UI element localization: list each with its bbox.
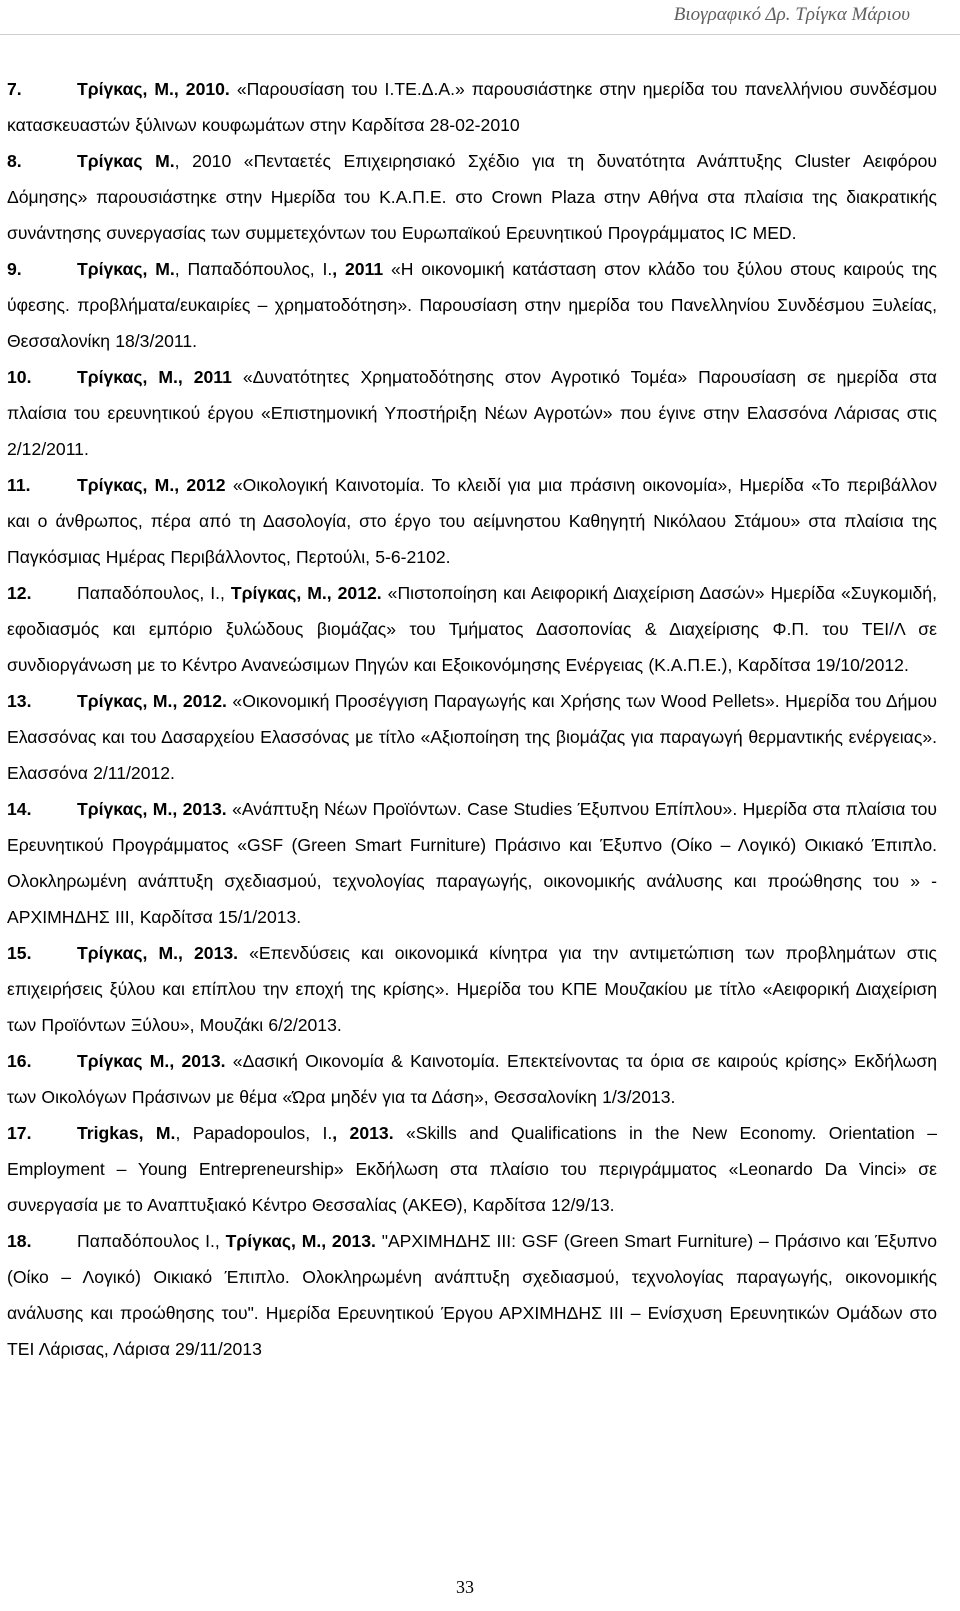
item-text: «Ανάπτυξη Νέων Προϊόντων. Case Studies Έξυπνου Επίπλου». Ημερίδα στα πλαίσια του Ερευνητικού Προγράμματος «GSF (Green Smart Furniture) Πράσινο και Έξυπνο (Οίκο – Λογικό) Οικιακό Έπιπλο. Ολοκληρωμένη ανάπτυξη σχεδιασμού, τεχνολογίας παραγωγής, οικονομικής ανάλυσης και προώθησης του » - ΑΡΧΙΜΗΔΗΣ ΙΙΙ, Καρδίτσα 15/1/2013.: [7, 799, 937, 927]
list-item: [7, 935, 937, 1043]
item-author: Τρίγκας, Μ., 2012.: [230, 583, 382, 603]
list-item: [7, 791, 937, 935]
item-coauthors: , Papadopoulos, I.: [175, 1123, 333, 1143]
item-coauthors: Παπαδόπουλος, Ι.,: [77, 583, 231, 603]
list-item: [7, 143, 937, 251]
item-author: Τρίγκας, Μ.: [77, 475, 175, 495]
item-number: 13.: [7, 691, 32, 711]
item-author: Τρίγκας Μ.: [77, 151, 175, 171]
item-author: Τρίγκας, Μ., 2012.: [77, 691, 227, 711]
list-item: [7, 1223, 937, 1367]
item-number: 18.: [7, 1231, 32, 1251]
item-year: , 2013.: [332, 1123, 394, 1143]
item-text: , 2010 «Πενταετές Επιχειρησιακό Σχέδιο για τη δυνατότητα Ανάπτυξης Cluster Αειφόρου Δόμησης» παρουσιάστηκε στην Ημερίδα του Κ.Α.Π.Ε. στο Crown Plaza στην Αθήνα στα πλαίσια της διακρατικής συνάντησης συνεργασίας των συμμετεχόντων του Ευρωπαϊκού Ερευνητικού Προγράμματος IC MED.: [7, 151, 937, 243]
list-item: [7, 683, 937, 791]
item-number: 7.: [7, 79, 22, 99]
item-year: , 2012: [174, 475, 226, 495]
item-number: 10.: [7, 367, 32, 387]
header-divider: [0, 34, 960, 35]
item-text: «Παρουσίαση του Ι.ΤΕ.Δ.Α.» παρουσιάστηκε στην ημερίδα του πανελλήνιου συνδέσμου κατασκευαστών ξύλινων κουφωμάτων στην Καρδίτσα 28-02-2010: [7, 79, 937, 135]
item-author: Τρίγκας, Μ., 2013.: [225, 1231, 376, 1251]
list-item: [7, 1043, 937, 1115]
item-author: Τρίγκας, Μ., 2013.: [77, 943, 239, 963]
item-number: 8.: [7, 151, 22, 171]
item-text: «Δασική Οικονομία & Καινοτομία. Επεκτείνοντας τα όρια σε καιρούς κρίσης» Εκδήλωση των Οικολόγων Πράσινων με θέμα «Ώρα μηδέν για τα Δάση», Θεσσαλονίκη 1/3/2013.: [7, 1051, 937, 1107]
list-item: [7, 251, 937, 359]
item-number: 9.: [7, 259, 22, 279]
item-year: , 2011: [332, 259, 384, 279]
item-number: 11.: [7, 475, 31, 495]
item-number: 12.: [7, 583, 32, 603]
item-author: Trigkas, M.: [77, 1123, 176, 1143]
list-item: [7, 359, 937, 467]
item-author: Τρίγκας, Μ.: [77, 367, 178, 387]
item-author: Τρίγκας, Μ., 2013.: [77, 799, 227, 819]
item-text: «Skills and Qualifications in the New Economy. Orientation – Employment – Young Entrepreneurship» Εκδήλωση στα πλαίσιο του περιγράμματος «Leonardo Da Vinci» σε συνεργασία με το Αναπτυξιακό Κέντρο Θεσσαλίας (ΑΚΕΘ), Καρδίτσα 12/9/13.: [7, 1123, 938, 1215]
list-item: [7, 1115, 937, 1223]
item-text: «Δυνατότητες Χρηματοδότησης στον Αγροτικό Τομέα» Παρουσίαση σε ημερίδα στα πλαίσια του ερευνητικού έργου «Επιστημονική Υποστήριξη Νέων Αγροτών» που έγινε στην Ελασσόνα Λάρισας στις 2/12/2011.: [7, 367, 937, 459]
document-body: [7, 71, 937, 1367]
list-item: [7, 467, 937, 575]
item-text: «Οικονομική Προσέγγιση Παραγωγής και Χρήσης των Wood Pellets». Ημερίδα του Δήμου Ελασσόνας και του Δασαρχείου Ελασσόνας με τίτλο «Αξιοποίηση της βιομάζας για παραγωγή θερμαντικής ενέργειας». Ελασσόνα 2/11/2012.: [7, 691, 937, 783]
item-text: «Πιστοποίηση και Αειφορική Διαχείριση Δασών» Ημερίδα «Συγκομιδή, εφοδιασμός και εμπόριο ξυλώδους βιομάζας» του Τμήματος Δασοπονίας & Διαχείρισης Φ.Π. του ΤΕΙ/Λ σε συνδιοργάνωση με το Κέντρο Ανανεώσιμων Πηγών και Εξοικονόμησης Ενέργειας (Κ.Α.Π.Ε.), Καρδίτσα 19/10/2012.: [7, 583, 937, 675]
item-year: , 2011: [177, 367, 232, 387]
item-author: Τρίγκας, Μ.: [77, 259, 175, 279]
item-text: «Οικολογική Καινοτομία. Το κλειδί για μια πράσινη οικονομία», Ημερίδα «Το περιβάλλον και ο άνθρωπος, πέρα από τη Δασολογία, στο έργο του αείμνηστου Καθηγητή Νικόλαου Στάμου» στα πλαίσια της Παγκόσμιας Ημέρας Περιβάλλοντος, Περτούλι, 5-6-2102.: [7, 475, 938, 567]
item-number: 14.: [7, 799, 32, 819]
item-number: 16.: [7, 1051, 32, 1071]
item-coauthors: , Παπαδόπουλος, Ι.: [174, 259, 333, 279]
item-coauthors: Παπαδόπουλος Ι.,: [77, 1231, 226, 1251]
page-number: 33: [456, 1577, 474, 1597]
item-author: Τρίγκας, Μ., 2010.: [77, 79, 230, 99]
item-text: «Επενδύσεις και οικονομικά κίνητρα για την αντιμετώπιση των προβλημάτων στις επιχειρήσεις ξύλου και επίπλου την εποχή της κρίσης». Ημερίδα του ΚΠΕ Μουζακίου με τίτλο «Αειφορική Διαχείριση των Προϊόντων Ξύλου», Μουζάκι 6/2/2013.: [7, 943, 937, 1035]
item-number: 15.: [7, 943, 32, 963]
item-text: "ΑΡΧΙΜΗΔΗΣ ΙΙΙ: GSF (Green Smart Furniture) – Πράσινο και Έξυπνο (Οίκο – Λογικό) Οικιακό Έπιπλο. Ολοκληρωμένη ανάπτυξη σχεδιασμού, τεχνολογίας παραγωγής, οικονομικής ανάλυσης και προώθησης του". Ημερίδα Ερευνητικού Έργου ΑΡΧΙΜΗΔΗΣ ΙΙΙ – Ενίσχυση Ερευνητικών Ομάδων στο ΤΕΙ Λάρισας, Λάρισα 29/11/2013: [7, 1231, 937, 1359]
running-header: Βιογραφικό Δρ. Τρίγκα Μάριου: [673, 4, 910, 25]
item-number: 17.: [7, 1123, 32, 1143]
item-author: Τρίγκας Μ., 2013.: [77, 1051, 226, 1071]
item-text: «Η οικονομική κατάσταση στον κλάδο του ξύλου στους καιρούς της ύφεσης. προβλήματα/ευκαιρίες – χρηματοδότηση». Παρουσίαση στην ημερίδα του Πανελληνίου Συνδέσμου Ξυλείας, Θεσσαλονίκη 18/3/2011.: [7, 259, 937, 351]
list-item: [7, 575, 937, 683]
list-item: [7, 71, 937, 143]
